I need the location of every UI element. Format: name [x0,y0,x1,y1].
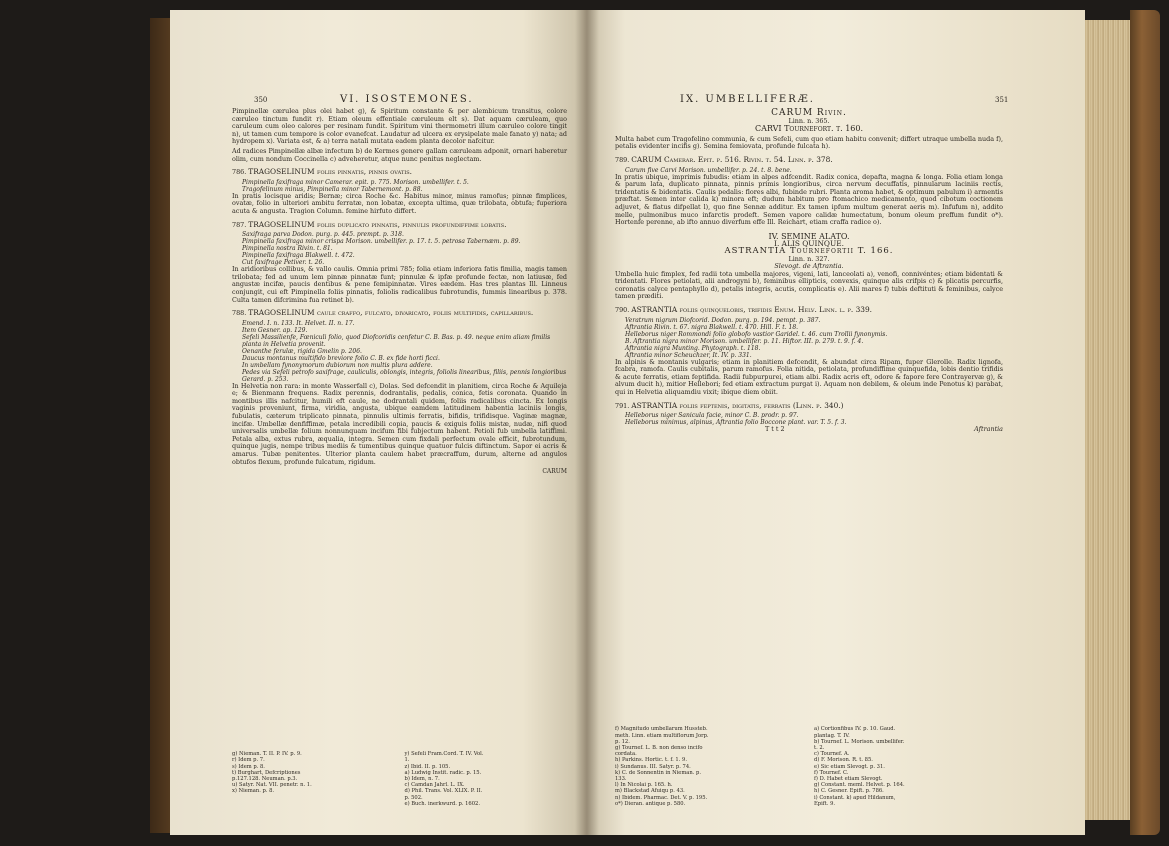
intro-paragraph: Pimpinellæ cærulea plus olei habet g), & Spiritum constante & per alembicum transitus, colore cæruleo tinctum fundit r). Etiam oleum effentiale cæruleum elt s). Dat aquam cæruleam, quo caruleum cum oleo calores per resinam fundit. Spiritum vini thermometri illum cæruleo colore tingit n), ut tamen cum tempore is color evanefcat. Laudatur ad ulcera ex erysipelate male fanato y) nata; ad hydropem x). Variata est, & a) terra natali mutata eadem planta decolor nafcitur. [232,107,567,146]
book-cover-right [1130,10,1160,835]
genus-description: Multa habet cum Tragofelino communia, & cum Sefeli, cum quo etiam habitu convenit; differt utraque umbella nuda f), petalis evidenter incifis g). Semina femiovata, profunde fulcata h). [615,134,1003,151]
entry-text: In pratis locisque aridis; Bernæ; circa Roche &c. Habitus minor, minus ramofus; pinnæ fimplices, ovatæ, folio in ulteriori ambitu ferratæ, non lobatæ, excepta ultima, quæ trilobata, obtufa; fuperiora acuta & angusta. Tragion Column. femine hirfuto differt. [232,191,567,215]
footnotes-column [232,751,395,807]
subsection-heading: IV. SEMINE ALATO. [768,231,850,241]
entry-number: 791. [615,401,630,410]
entry-788 [232,309,567,466]
synonym: Pimpinella nostra Rivin. t. 81. [242,245,333,253]
synonym: Aftrantia minor Scheuchzer, It. IV. p. 331. [625,351,752,359]
synonym: Helleborus minimus, alpinus, Aftrantia folio Boccone plant. var. T. 5. f. 3. [625,419,847,427]
catchword: CARUM [542,468,567,476]
genus-description: Umbella huic fimplex, fed radii tota umbella majores, vigeni, lati, lanceolati a), venofi, connivéntes; etiam bidentati & tridentati. Flores petiolati, alii androgyni b), feminibus ellipticis, convexis, quinque alis crifpis c) & plicatis percurfis, coronatis calyce pentaphyllo d), petalis integris, acutis, complicatis e). Alii mares f) tubis deftituti & feminibus, calyce tamen præditi. [615,269,1003,301]
entry-number: 789. [615,155,630,164]
footnote: g) Nieman. T. II. P. IV. p. 9. [232,751,302,758]
entry-790 [615,306,1003,397]
footnote: d) F. Morison. R. t. 85. [814,757,873,764]
catchword: Aftrantia [974,425,1003,434]
synonym: Helleborus niger Sanicula facie, minor C. B. prodr. p. 97. [625,412,799,420]
entry-title: TRAGOSELINUM foliis pinnatis, pinnis ovatis. [248,167,412,177]
footnote: e) Sic etiam Slevogt. p. 31. [814,763,885,770]
synonym: Pimpinella faxifraga Blakwell. t. 472. [242,252,355,260]
synonym: Tragofelinum minus, Pimpinella minor Tabernemont. p. 88. [242,185,423,193]
entry-text: In aridioribus collibus, & vallo caulis. Omnia primi 785; folia etiam inferiora fatis fimilia, magis tamen trilobata; fed ad unum lem pinnæ pinnatæ funt; pinnulæ & ipfæ profunde fectæ, non latiusæ, fed angustæ incifæ, paucis dentibus & pene femipinnatæ. Vires eædem. Has tres plantas Ill. Linneus conjungit, cui eft Pimpinella foliis pinnatis, foliolis radicalibus fubrotundis, fummis linearibus p. 378. Culta tamen difcrimina fua retinet b). [232,265,567,304]
footnote: f) Magnitudo umbellarum Hussteb. meth. Linn. etiam multiflorum Jorp. p. 12. [615,726,709,745]
footnote: f) D. Habet etiam Slevogt. [814,775,883,782]
entry-title: ASTRANTIA foliis quinquelobis, trifidis Enum. Helv. Linn. l. p. 339. [631,305,873,315]
footnotes [232,751,567,807]
footnotes-column [405,751,568,807]
footnote: m) Blackstad Afuiqu p. 43. [615,788,685,795]
footnote: a) Ludwig Instit. radic. p. 15. [404,769,482,776]
footnote: k) C. de Sonnentin in Nieman. p. 133. [615,769,701,782]
synonym: Sefeli Massilienfe, Fœniculi folio, quod Diofcoridis cenfetur C. B. Bas. p. 49. neque enim aliam fimilis planta in Helvetia provenit. [242,333,551,348]
genus-reference: CARVI Tournefort. t. 160. [754,124,864,134]
synonym: Pimpinella faxifraga minor crispa Morison. umbellifer. p. 17. t. 5. petrosa Tabernæm. p. 89. [242,238,521,246]
book-gutter [575,10,599,835]
genus-heading: ASTRANTIA Tournefortii T. 166. [724,245,894,256]
entry-text: In alpinis & montanis vulgaris; etiam in planitiem defcendit, & abundat circa Ripam, fuper Glerolle. Radix lignofa, fcabra, ramofa. Caulis cubitalis, parum ramofus. Folia nitida, petiolata, profundiffime quinquefida, lobis dentio trifidis & acute ferratis, etiam feptifida. Radii fubpurpurei, etiam albi. Radix acris eft, odore & fapore fere Contrayervæ g), & alvum ducit h), mitior Hellebori; fed etiam extractum purgat i). Aquam non debilem, & oleum inde Penotus k) parabat, qui in Helvetia aliquamdiu vixit; ibique diem obiit. [615,357,1003,397]
entry-number: 790. [615,306,630,315]
footnote: g) Tournef. L. B. non denso incifo cordata. [615,744,703,758]
entry-title: ASTRANTIA foliis feptenis, digitatis, ferratis (Linn. p. 340.) [631,400,844,410]
footnote: e) Buch. inerkwurd. p. 1602. [404,800,480,807]
footnote: g) Constant. meml. Helvet. p. 164. [814,782,905,789]
footnote: i) Constant. k) apud Hildanum, Epift. 9. [814,794,896,807]
synonym: Cut faxifrage Petiver. t. 26. [242,259,325,267]
footnote: u) Satyr. Nat. VII. penetr. n. 1. [232,782,312,789]
genus-heading: CARUM Rivin. [771,108,847,118]
synonym: Daucus montanus multifido breviore folio C. B. ex fide horti ficci. [242,354,440,362]
entry-title: TRAGOSELINUM caule craffo, fulcato, divaricato, foliis multifidis, capillaribus. [248,308,534,318]
synonym: In umbellam fynonymorum dubiorum non multis plura addere. [242,361,433,369]
synonym: Item Gesner. ap. 129. [242,326,308,334]
entry-787 [232,221,567,305]
entry-786 [232,168,567,215]
synonym: Oenanthe ferulæ, rigida Gmelin p. 206. [242,347,362,355]
entry-title: CARUM Camerar. Epit. p. 516. Rivin. t. 54. Linn. p. 378. [631,154,833,164]
footnote: h) Parkins. Hortic. t. f. 1. 9. [615,757,687,764]
running-head: IX. UMBELLIFERÆ. [680,94,815,105]
footnote: f) Tournef. C. [814,769,849,776]
synonym: Aftrantia Rivin. t. 67. nigra Blakwell. t. 470. Hill. F. t. 18. [625,323,799,331]
footnote: z) Ibid. II. p. 105. [404,763,451,770]
footnote: a) Cortionfibus IV. p. 10. Gaud. plantag. T. IV. [814,726,896,739]
entry-number: 786. [232,168,247,177]
page-number: 351 [995,96,1009,104]
footnote: r) Idem p. 7. [232,757,265,764]
footnotes [615,726,1003,807]
entry-number: 788. [232,309,247,318]
synonym: Pimpinella faxifraga minor Camerar. epit. p. 775. Morison. umbellifer. t. 5. [242,178,469,186]
signature-mark: T t t 2 [765,425,785,434]
footnote: o*) Dieran. antique p. 580. [615,800,686,807]
footnote: s) Idem p. 8. [232,763,265,770]
entry-text: In Helvetia non rara: in monte Wasserfall c), Dolas. Sed defcendit in planitiem, circa Roche & Aquileja e; & Bienmann frequens. Radix perennis, dodrantalis, pedalis, conica, fetis coronata. Quando in montibus illis nafcitur, humili eft caule, ne dodrantali quidem, foliis radicalibus cincta. Ex longis vaginis proveniunt, firma, viridia, angusta, ubique eamdem latitudinem habentia laciniis longis, fubulatis, cæterum triplicato pinnata, pinnulis ultimis ferratis, bifidis, trifidisque. Vaginæ magnæ, incifæ. Umbellæ denfiffimæ, petala incredibili copia, paucis & exiguis foliis mistæ, nudæ, nifi quod universalis umbellæ folium nonnunquam incifum fibi fubjectum habent. Petioli fub umbella latiffimi. Petala alba, extus rubra, æqualia, integra. Semen cum fixdali perfectum ovale efficit, fubrotundum, quinque jugis, nempe tribus mediis & tumentibus quinque quatuor fulcis diftinctum. Sapor ei acris & amarus. Tubæ penitentes. Ulterior planta caulem habet præcraffum, durum, alterne ad angulos obtufos flexum, profunde fulcatum, rigidum. [232,381,567,466]
entry-789 [615,156,1003,227]
footnote: t) Burghart, Defcriptiones p.127.128. Neuman. p.3. [232,769,301,782]
footnote: c) Tournef. A. [814,751,850,758]
entry-text: In pratis ubique, imprimis fubudis: etiam in alpes adfcendit. Radix conica, depafta, magna & longa. Folia etiam longa & parum lata, duplicato pinnata, pinnis primis longioribus, circa nervum decuffatis, pinnularum laciniis rectis, tridentatis & bidentatis. Caulis pedalis: flores albi, fubinde rubri. Planta aroma habet, & optimum pabulum i) armentis præftat. Semen inter calida k) minora eft; dudum habitum pro ftomachico medicamento, quod cibotum coctionem adjuvet, & flatus difpellat l), quo fine Sennæ additur. Ex tamen ipfum multum generat aeris m). Infufum n), addito melle, pulmonibus muco infarctis prodeft. Semen vapore calidæ humectatum, bonum oleum preffum fundit o*). Hortenfe perenne, ab ifto annuo diverfum effe Ill. Reichart, etiam craffa radice o). [615,172,1003,227]
footnote: d) Phil. Trans. Vol. XLIX. P. II. p. 502. [404,788,483,801]
synonym: Carum five Carvi Morison. umbellifer. p. 24. t. 8. bene. [625,166,792,174]
synonym: B. Aftrantia nigra minor Morison. umbellifer. p. 11. Hiftor. III. p. 279. t. 9. f. 4. [625,337,864,345]
subsection-subheading: I. ALIS QUINQUE. [774,239,844,249]
genus-reference: Slevogt. de Aftrantia. [774,262,844,271]
footnote: n) Ibidem. Pharmac. Det. V. p. 195. [615,794,708,801]
footnote: h) C. Gesner. Epift. p. 786. [814,788,884,795]
entry-791 [615,402,1003,427]
synonym: Pedes via Sefeli petrofo saxifrage, cauliculis, oblongis, integris, foliolis linearibus, filiis, pennis longioribus Gerard. p. 253. [242,368,567,383]
right-page [585,10,1085,835]
intro-paragraph: Ad radices Pimpinellæ albæ infectum b) de Kermes genere gallam cæruleam adponit, ornari haberetur olim, cum nondum Coccinella c) adveheretur, atque nunc penitus neglectam. [232,146,567,163]
footnote: y) Sefeli Fram.Cord. T. IV. Vol. 1. [404,751,484,764]
page-number: 350 [254,96,268,104]
synonym: Veratrum nigrum Diofcorid. Dodon. purg. p. 194. pempt. p. 387. [625,316,821,324]
synonym: Aftrantia nigra Munting. Phytograph. t. 118. [625,344,761,352]
synonym: Saxifraga parva Dodon. purg. p. 445. prempt. p. 318. [242,231,404,239]
footnote: b) Tournef. L. Morison. umbellifer. t. 2. [814,738,905,751]
running-head: VI. ISOSTEMONES. [340,94,474,105]
entry-title: TRAGOSELINUM foliis duplicato pinnatis, pinnulis profundiffime lobatis. [248,219,507,229]
footnote: c) Camdan Jahrl. L. IX. [404,782,465,789]
entry-number: 787. [232,220,247,229]
left-page [170,10,585,835]
footnote: b) Idem, n. 7. [404,775,440,782]
footnote: i) Sundanus. III. Satyr. p. 74. [615,763,691,770]
genus-reference: Linn. n. 365. [788,116,830,125]
footnotes-column [615,726,804,807]
synonym: Helleborus niger Rommondi folio globofo vastior Garidel. t. 46. cum Trollii fynonymis. [625,330,888,338]
footnotes-column [814,726,1003,807]
footnote: l) In Nicolai p. 165. h. [615,782,673,789]
synonym: Emend. I. n. 133. It. Helvet. II. n. 17. [242,319,355,327]
genus-reference: Linn. n. 327. [788,254,830,263]
footnote: x) Nieman. p. 8. [232,788,275,795]
